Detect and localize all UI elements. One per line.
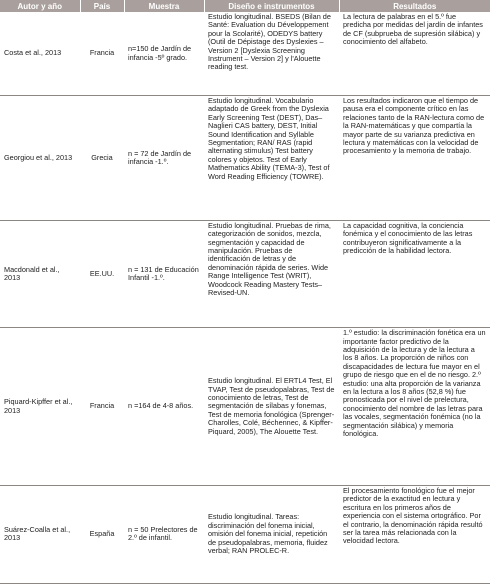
cell-author: Macdonald et al., 2013 (0, 220, 80, 327)
table-row (0, 328, 490, 486)
cell-results: La lectura de palabras en el 5.º fue predicha por medidas del jardín de infantes de CF (subprueba de supresión silábica) y conocimiento del alfabeto. (339, 12, 490, 96)
cell-sample: n = 131 de Educación Infantil -1.º. (124, 220, 204, 327)
cell-results: 1.º estudio: la discriminación fonética era un importante factor predictivo de la adquisición de la lectura y de la lectura a los 8 años. La proporción de niños con discapacidades de lectura fue mayor en el grupo de riesgo que en el de no riesgo. 2.º estudio: una alta proporción de la varianza en la lectura a los 8 años (52,8 %) fue pronosticada por el nivel de prelectura, conocimiento del nombre de las letras para las vocales, segmentación fonémica (no la segmentación silábica) y memoria fonológica. (339, 328, 490, 486)
cell-results: Los resultados indicaron que el tiempo de pausa era el componente crítico en las relaciones tanto de la RAN-lectura como de la RAN-matemáticas y que compartía la mayor parte de su varianza predictiva en lectura y matemáticas con la velocidad de procesamiento y la memoria de trabajo. (339, 96, 490, 221)
cell-country: España (80, 485, 124, 583)
cell-results: El procesamiento fonológico fue el mejor predictor de la exactitud en lectura y escritura en los primeros años de experiencia con el sistema ortográfico. Por el contrario, la denominación rápida resultó ser la tarea más relacionada con la velocidad lectora. (339, 485, 490, 583)
cell-design: Estudio longitudinal. Pruebas de rima, categorización de sonidos, mezcla, segmentación y capacidad de manipulación. Pruebas de identificación de letras y de denominación rápida de series. Wide Range Intelligence Test (WRIT), Woodcock Reading Mastery Tests–Revised-UN. (204, 220, 339, 327)
table-row (0, 485, 490, 583)
cell-country: Francia (80, 12, 124, 96)
cell-sample: n = 72 de Jardín de infancia -1.º. (124, 96, 204, 221)
cell-sample: n = 50 Prelectores de 2.º de infantil. (124, 485, 204, 583)
cell-design: Estudio longitudinal. Vocabulario adaptado de Greek from the Dyslexia Early Screening Test (DEST), Das–Naglieri CAS battery, DEST, Initial Sound Identification and Syllable Segmentation; RAN/ RAS (rapid alternating stimulus) Test battery colores y objetos. Test of Early Mathematics Ability (TEMA-3), Test of Word Reading Efficiency (TOWRE). (204, 96, 339, 221)
cell-design: Estudio longitudinal. Tareas: discriminación del fonema inicial, omisión del fonema inicial, repetición de pseudopalabras, memoria, fluidez verbal; RAN PROLEC-R. (204, 485, 339, 583)
cell-author: Suárez-Coalla et al., 2013 (0, 485, 80, 583)
cell-country: Grecia (80, 96, 124, 221)
header-design: Diseño e instrumentos (204, 0, 339, 12)
header-row (0, 0, 490, 12)
cell-sample: n=150 de Jardín de infancia -5º grado. (124, 12, 204, 96)
cell-sample: n =164 de 4-8 años. (124, 328, 204, 486)
header-results: Resultados (339, 0, 490, 12)
table-row (0, 96, 490, 221)
cell-design: Estudio longitudinal. El ERTL4 Test, El TVAP, Test de pseudopalabras, Test de conocimiento de letras, Test de segmentación de sílabas y fonemas, Test de memoria fonológica (Sprenger-Charolles, Colé, Béchennec, & Kipffer-Piquard, 2005), The Alouette Test. (204, 328, 339, 486)
header-country: País (80, 0, 124, 12)
table-row (0, 12, 490, 96)
table-row (0, 220, 490, 327)
cell-author: Piquard-Kipffer et al., 2013 (0, 328, 80, 486)
cell-results: La capacidad cognitiva, la conciencia fonémica y el conocimiento de las letras contribuyeron significativamente a la predicción de la habilidad lectora. (339, 220, 490, 327)
cell-country: Francia (80, 328, 124, 486)
cell-design: Estudio longitudinal. BSEDS (Bilan de Santé: Evaluation du Développement pour la Scolarité), ODEDYS battery (Outil de Dépistage des Dyslexies – Version 2 [Dyslexia Screening Instrument – Version 2] y l'Alouette reading test. (204, 12, 339, 96)
cell-author: Georgiou et al., 2013 (0, 96, 80, 221)
header-author: Autor y año (0, 0, 80, 12)
header-sample: Muestra (124, 0, 204, 12)
cell-country: EE.UU. (80, 220, 124, 327)
cell-author: Costa et al., 2013 (0, 12, 80, 96)
